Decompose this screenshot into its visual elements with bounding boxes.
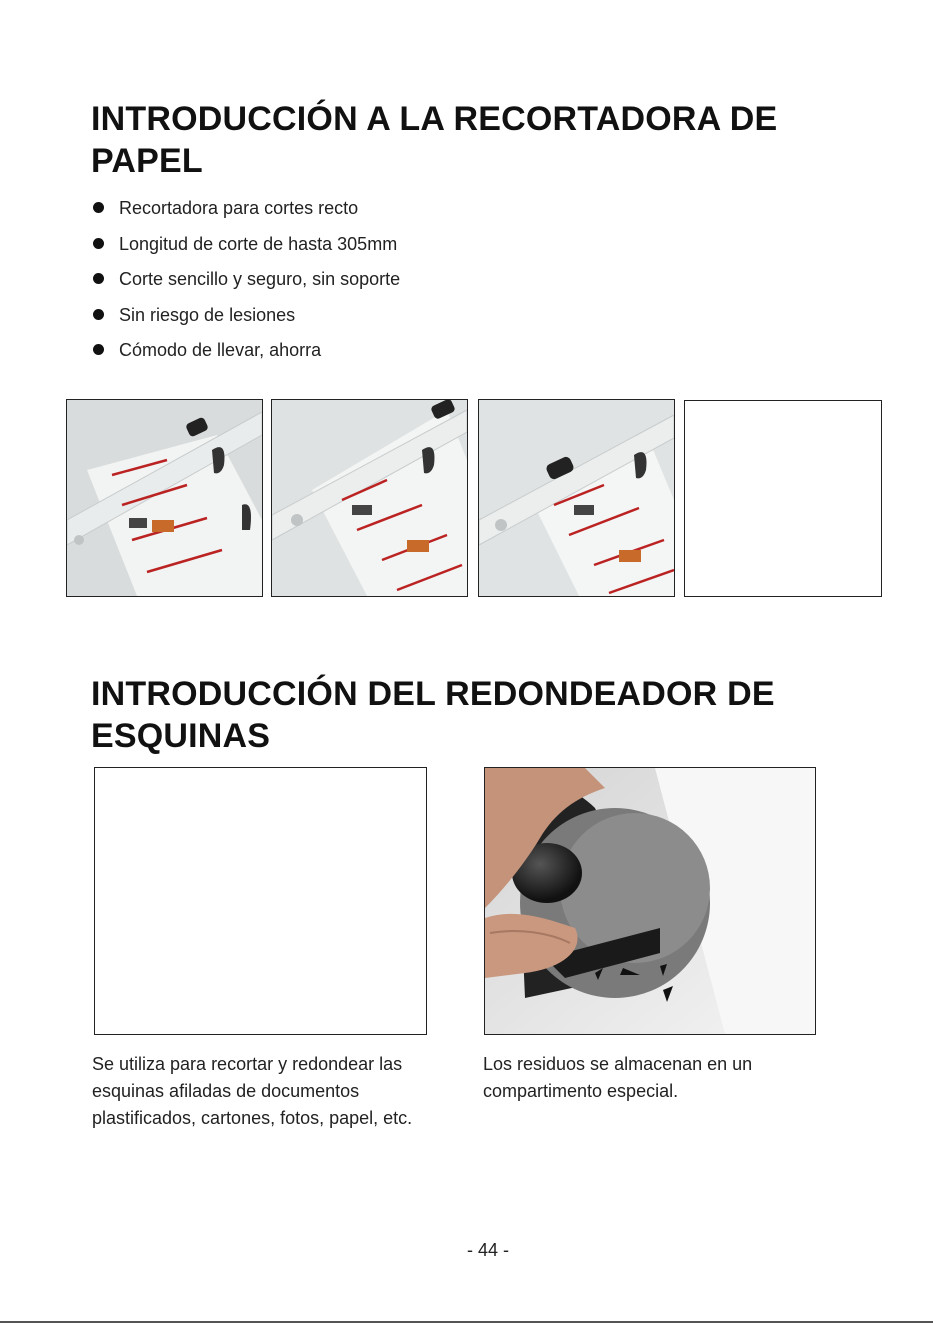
caption-waste-storage: Los residuos se almacenan en un compartimento especial. [483, 1054, 753, 1101]
bullet-icon [93, 238, 104, 249]
caption-usage: Se utiliza para recortar y redondear las esquinas afiladas de documentos plastificados, cartones, fotos, papel, etc. [92, 1054, 413, 1128]
trimmer-photo-1 [66, 399, 263, 597]
bullet-icon [93, 202, 104, 213]
list-item-text: Sin riesgo de lesiones [119, 304, 296, 325]
list-item-text: Longitud de corte de hasta 305mm [119, 233, 398, 254]
trimmer-photo-2 [271, 399, 468, 597]
list-item-text: Cómodo de llevar, ahorra [119, 340, 322, 360]
list-item-text: Recortadora para cortes recto [119, 198, 359, 218]
page-bottom-divider [0, 1321, 933, 1323]
feature-list [91, 195, 400, 373]
list-item [91, 231, 400, 267]
section-title-corner-rounder: INTRODUCCIÓN DEL REDONDEADOR DE ESQUINAS [91, 675, 775, 755]
section-title-paper-trimmer: INTRODUCCIÓN A LA RECORTADORA DE PAPEL [91, 100, 778, 180]
corner-rounder-photo [484, 767, 816, 1035]
list-item-text: Corte sencillo y seguro, sin soporte [119, 269, 401, 289]
bullet-icon [93, 344, 104, 355]
list-item [91, 302, 400, 338]
list-item [91, 266, 400, 302]
bullet-icon [93, 273, 104, 284]
list-item [91, 337, 400, 373]
image-placeholder-frame [94, 767, 427, 1035]
list-item [91, 195, 400, 231]
page-number: - 44 - [466, 1240, 509, 1260]
bullet-icon [93, 309, 104, 320]
trimmer-photo-3 [478, 399, 675, 597]
image-placeholder-frame [684, 400, 882, 597]
